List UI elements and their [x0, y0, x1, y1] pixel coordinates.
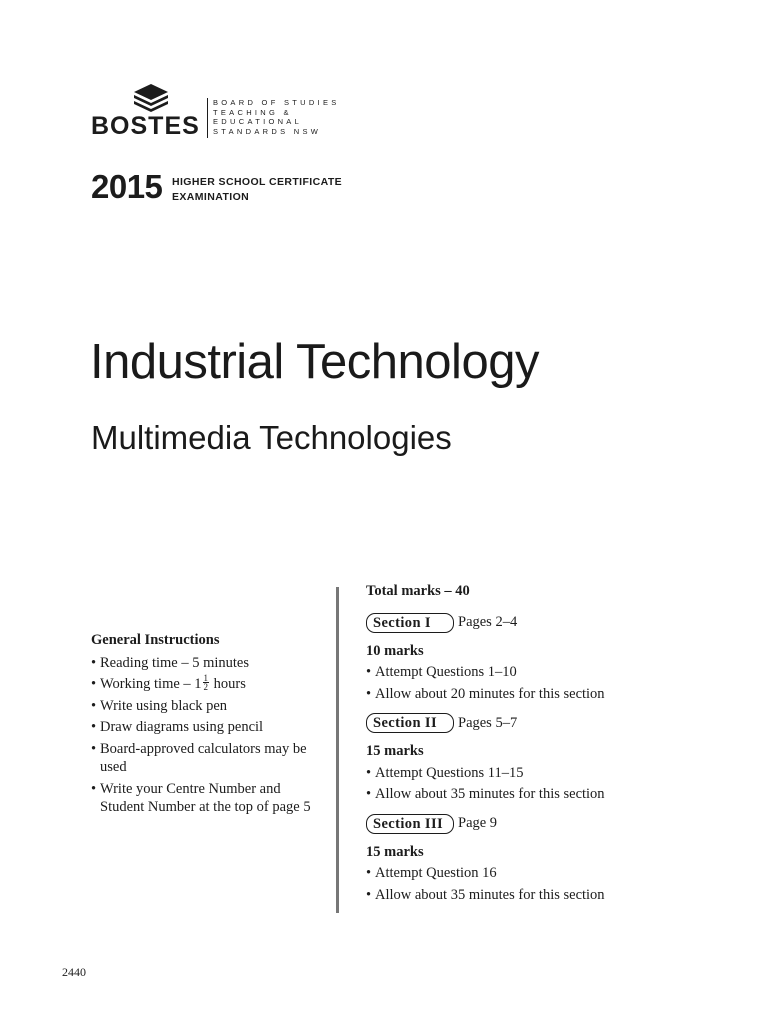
section-header [366, 713, 746, 733]
section-label-box: Section I [366, 613, 454, 633]
fraction-denominator: 2 [203, 682, 209, 693]
section-pages: Page 9 [458, 815, 498, 832]
section-instruction-item: • Attempt Question 16 [366, 864, 746, 883]
section-pages: Pages 2–4 [458, 614, 518, 631]
instruction-item: • Board-approved calculators may be used [91, 740, 321, 777]
section-header [366, 814, 746, 834]
exam-name [172, 175, 342, 205]
instruction-item: • Write your Centre Number and Student Number at the top of page 5 [91, 780, 321, 817]
section-marks: 15 marks [366, 843, 424, 860]
instruction-item: • Write using black pen [91, 697, 321, 716]
fraction-numerator: 1 [203, 673, 209, 684]
section-instruction-item: • Allow about 35 minutes for this section [366, 785, 746, 804]
exam-name-line: EXAMINATION [172, 191, 250, 203]
general-instructions [91, 631, 321, 820]
instruction-item-working-time [91, 675, 321, 694]
column-divider [336, 587, 339, 913]
marks-summary [366, 582, 746, 914]
section-label-box: Section II [366, 713, 454, 733]
section-instruction-item: • Allow about 20 minutes for this section [366, 685, 746, 704]
bostes-wordmark: BOSTES [91, 112, 200, 140]
logo-line: BOARD OF STUDIES [213, 98, 340, 107]
working-time-suffix: hours [210, 676, 246, 692]
section-instructions [366, 764, 746, 804]
instruction-item: • Draw diagrams using pencil [91, 718, 321, 737]
logo-line: STANDARDS NSW [213, 126, 322, 136]
general-instructions-heading: General Instructions [91, 632, 220, 648]
section-instruction-item: • Attempt Questions 11–15 [366, 764, 746, 783]
section-block [366, 613, 746, 704]
total-marks: Total marks – 40 [366, 583, 470, 599]
section-header [366, 613, 746, 633]
logo-line: TEACHING & [213, 107, 292, 117]
section-block [366, 814, 746, 905]
section-marks: 15 marks [366, 743, 424, 759]
paper-code: 2440 [62, 965, 86, 979]
half-fraction [203, 674, 210, 691]
section-instructions [366, 864, 746, 904]
section-marks: 10 marks [366, 642, 424, 659]
section-instruction-item: • Attempt Questions 1–10 [366, 663, 746, 682]
section-block [366, 713, 746, 804]
logo-board-name [213, 98, 340, 136]
section-label-box: Section III [366, 814, 454, 834]
section-instructions [366, 663, 746, 703]
exam-name-line: HIGHER SCHOOL CERTIFICATE [172, 176, 343, 188]
paper-title: Industrial Technology [90, 335, 539, 389]
logo-divider [207, 98, 208, 138]
stacked-books-icon [132, 82, 170, 112]
working-time-prefix: Working time – 1 [100, 676, 202, 692]
section-instruction-item: • Allow about 35 minutes for this section [366, 886, 746, 905]
instruction-list [91, 654, 321, 817]
section-pages: Pages 5–7 [458, 714, 518, 731]
exam-year: 2015 [91, 168, 163, 205]
instruction-item: • Reading time – 5 minutes [91, 654, 321, 673]
logo-line: EDUCATIONAL [213, 117, 303, 127]
paper-subtitle: Multimedia Technologies [91, 419, 452, 456]
